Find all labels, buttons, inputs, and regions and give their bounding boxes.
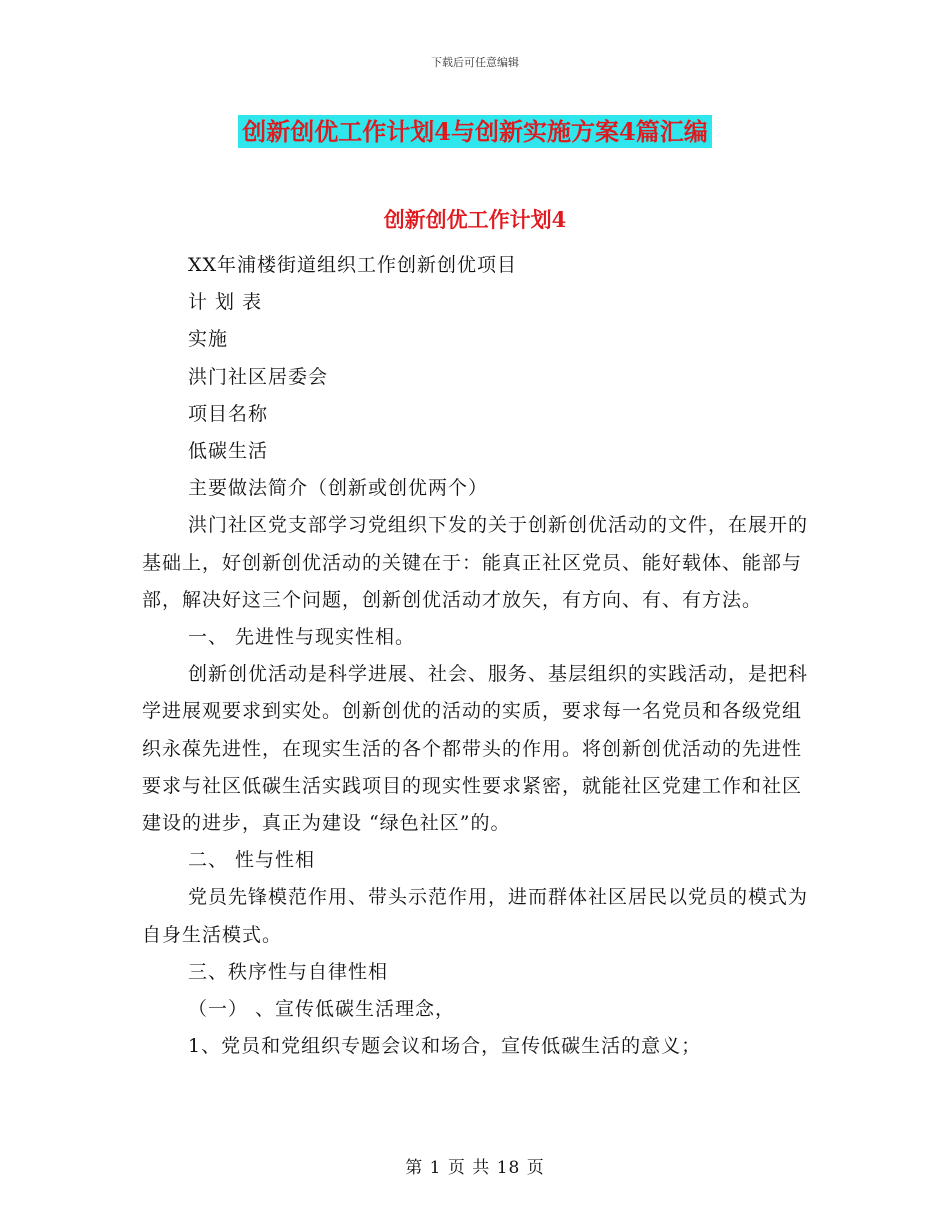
paragraph: XX年浦楼街道组织工作创新创优项目 — [188, 254, 518, 276]
paragraph: 计 划 表 — [188, 291, 263, 314]
document-body — [142, 247, 812, 1065]
paragraph: （一） 、宣传低碳生活理念， — [188, 998, 456, 1021]
paragraph: 洪门社区居委会 — [188, 365, 329, 388]
header-note: 下载后可任意编辑 — [431, 56, 519, 69]
paragraph: 一、 先进性与现实性相。 — [188, 626, 416, 649]
document-title — [0, 112, 950, 147]
paragraph: 1、党员和党组织专题会议和场合，宣传低碳生活的意义； — [188, 1035, 702, 1058]
paragraph: 二、 性与性相 — [188, 849, 316, 872]
document-title-text: 创新创优工作计划4与创新实施方案4篇汇编 — [238, 115, 711, 148]
paragraph: 主要做法简介（创新或创优两个） — [188, 477, 489, 500]
paragraph: 三、秩序性与自律性相 — [188, 960, 389, 983]
section-title: 创新创优工作计划4 — [383, 207, 567, 232]
paragraph: 洪门社区党支部学习党组织下发的关于创新创优活动的文件，在展开的基础上，好创新创优活动的关键在于：能真正社区党员、能好载体、能部与部，解决好这三个问题，创新创优活动才放矢，有方向、有、有方法。 — [142, 514, 809, 611]
paragraph: 项目名称 — [188, 402, 269, 425]
paragraph: 创新创优活动是科学进展、社会、服务、基层组织的实践活动，是把科学进展观要求到实处。创新创优的活动的实质，要求每一名党员和各级党组织永葆先进性，在现实生活的各个都带头的作用。将创新创优活动的先进性要求与社区低碳生活实践项目的现实性要求紧密，就能社区党建工作和社区建设的进步，真正为建设 “绿色社区”的。 — [142, 663, 809, 835]
paragraph: 党员先锋模范作用、带头示范作用，进而群体社区居民以党员的模式为自身生活模式。 — [142, 886, 809, 946]
paragraph: 实施 — [188, 328, 229, 351]
page-footer: 第 1 页 共 18 页 — [405, 1158, 545, 1178]
paragraph: 低碳生活 — [188, 440, 269, 463]
